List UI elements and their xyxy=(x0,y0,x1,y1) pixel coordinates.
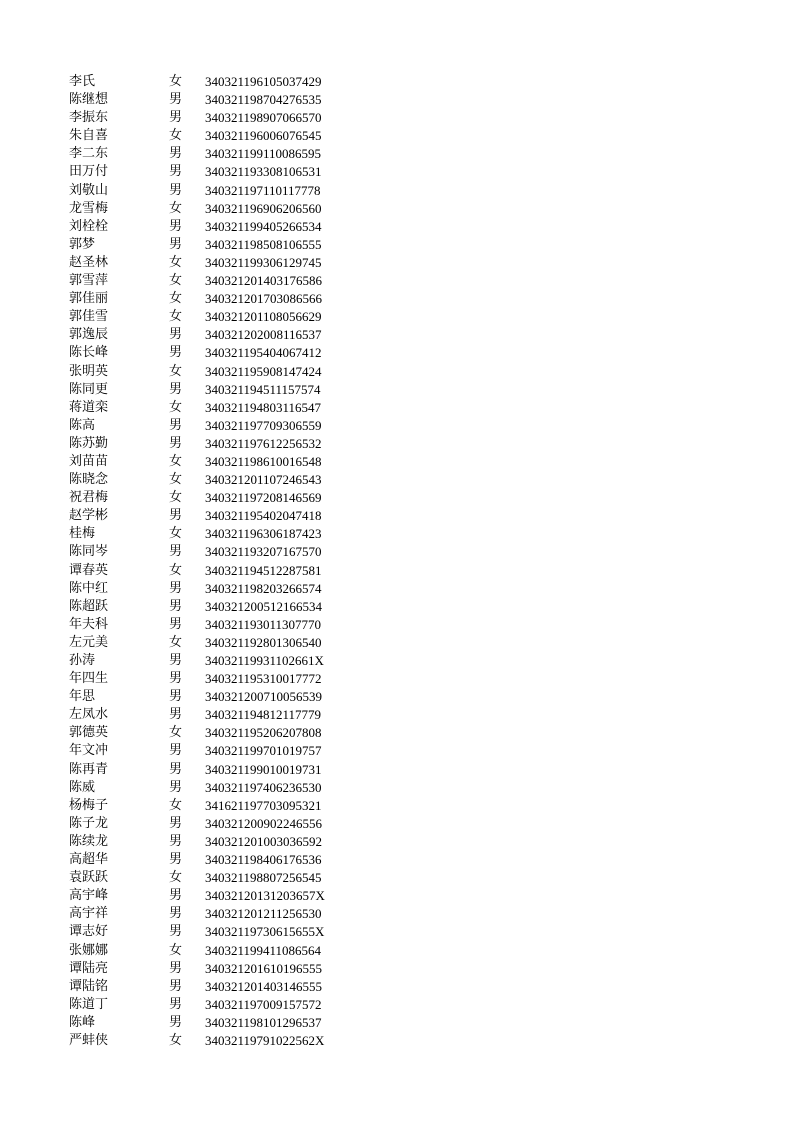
sex-cell: 女 xyxy=(169,254,183,270)
name-cell: 赵圣林 xyxy=(69,254,109,270)
name-cell: 陈继想 xyxy=(69,92,109,108)
id-number-cell: 34032119791022562X xyxy=(205,1032,325,1048)
sex-cell: 男 xyxy=(169,906,183,922)
name-cell: 龙雪梅 xyxy=(69,200,109,216)
id-number-cell: 340321198203266574 xyxy=(205,580,322,596)
id-number-cell: 340321193207167570 xyxy=(205,544,322,560)
table-row xyxy=(69,1014,365,1032)
sex-cell: 女 xyxy=(169,870,183,886)
id-number-cell: 340321199405266534 xyxy=(205,218,322,234)
sex-cell: 女 xyxy=(169,634,183,650)
table-row xyxy=(69,1032,365,1050)
sex-cell: 女 xyxy=(169,490,183,506)
sex-cell: 男 xyxy=(169,218,183,234)
name-cell: 陈威 xyxy=(69,779,96,795)
name-cell: 李二东 xyxy=(69,146,109,162)
table-row xyxy=(69,344,365,362)
table-row xyxy=(69,290,365,308)
sex-cell: 男 xyxy=(169,435,183,451)
id-number-cell: 340321197110117778 xyxy=(205,182,321,198)
table-row xyxy=(69,670,365,688)
sex-cell: 女 xyxy=(169,472,183,488)
id-number-cell: 340321197709306559 xyxy=(205,417,322,433)
sex-cell: 男 xyxy=(169,852,183,868)
table-row xyxy=(69,435,365,453)
table-row xyxy=(69,815,365,833)
name-cell: 郭雪萍 xyxy=(69,273,109,289)
table-row xyxy=(69,525,365,543)
table-row xyxy=(69,218,365,236)
table-row xyxy=(69,399,365,417)
sex-cell: 男 xyxy=(169,92,183,108)
sex-cell: 女 xyxy=(169,309,183,325)
table-row xyxy=(69,417,365,435)
id-number-cell: 340321201211256530 xyxy=(205,906,322,922)
id-number-cell: 340321201003036592 xyxy=(205,833,322,849)
id-number-cell: 340321195310017772 xyxy=(205,671,322,687)
table-row xyxy=(69,109,365,127)
id-number-cell: 340321194511157574 xyxy=(205,381,321,397)
name-list xyxy=(69,73,365,1050)
id-number-cell: 340321201703086566 xyxy=(205,291,322,307)
id-number-cell: 340321200710056539 xyxy=(205,689,322,705)
name-cell: 高宇祥 xyxy=(69,906,109,922)
id-number-cell: 34032119730615655X xyxy=(205,924,325,940)
name-cell: 年四生 xyxy=(69,671,109,687)
id-number-cell: 340321199306129745 xyxy=(205,254,322,270)
sex-cell: 男 xyxy=(169,544,183,560)
id-number-cell: 340321197208146569 xyxy=(205,490,322,506)
name-cell: 左元美 xyxy=(69,634,109,650)
sex-cell: 女 xyxy=(169,200,183,216)
sex-cell: 女 xyxy=(169,942,183,958)
sex-cell: 男 xyxy=(169,236,183,252)
name-cell: 陈高 xyxy=(69,417,96,433)
id-number-cell: 340321199010019731 xyxy=(205,761,322,777)
sex-cell: 女 xyxy=(169,363,183,379)
id-number-cell: 340321199110086595 xyxy=(205,146,322,162)
table-row xyxy=(69,761,365,779)
sex-cell: 男 xyxy=(169,888,183,904)
name-cell: 左凤水 xyxy=(69,707,109,723)
name-cell: 谭春英 xyxy=(69,562,109,578)
id-number-cell: 340321195404067412 xyxy=(205,345,322,361)
name-cell: 袁跃跃 xyxy=(69,870,109,886)
id-number-cell: 340321197406236530 xyxy=(205,779,322,795)
name-cell: 陈晓念 xyxy=(69,472,109,488)
sex-cell: 男 xyxy=(169,689,183,705)
sex-cell: 女 xyxy=(169,1032,183,1048)
id-number-cell: 340321197612256532 xyxy=(205,435,322,451)
table-row xyxy=(69,200,365,218)
name-cell: 张明英 xyxy=(69,363,109,379)
table-row xyxy=(69,833,365,851)
name-cell: 田万付 xyxy=(69,164,109,180)
table-row xyxy=(69,742,365,760)
name-cell: 孙涛 xyxy=(69,653,96,668)
table-row xyxy=(69,942,365,960)
table-row xyxy=(69,308,365,326)
name-cell: 朱自喜 xyxy=(69,128,109,144)
id-number-cell: 340321201610196555 xyxy=(205,960,322,976)
id-number-cell: 340321195402047418 xyxy=(205,508,322,524)
sex-cell: 男 xyxy=(169,598,183,614)
id-number-cell: 340321195908147424 xyxy=(205,363,322,379)
table-row xyxy=(69,543,365,561)
sex-cell: 男 xyxy=(169,815,183,831)
sex-cell: 男 xyxy=(169,146,183,162)
id-number-cell: 340321194512287581 xyxy=(205,562,322,578)
table-row xyxy=(69,688,365,706)
table-row xyxy=(69,507,365,525)
sex-cell: 女 xyxy=(169,128,183,144)
table-row xyxy=(69,326,365,344)
sex-cell: 男 xyxy=(169,761,183,777)
id-number-cell: 340321202008116537 xyxy=(205,327,322,343)
sex-cell: 女 xyxy=(169,291,183,307)
sex-cell: 男 xyxy=(169,924,183,940)
sex-cell: 男 xyxy=(169,182,183,198)
name-cell: 高宇峰 xyxy=(69,888,109,904)
id-number-cell: 340321199701019757 xyxy=(205,743,322,759)
name-cell: 年夫科 xyxy=(69,616,109,632)
id-number-cell: 340321193011307770 xyxy=(205,616,322,632)
sex-cell: 男 xyxy=(169,110,183,126)
name-cell: 桂梅 xyxy=(69,526,96,542)
sex-cell: 女 xyxy=(169,725,183,741)
name-cell: 陈再青 xyxy=(69,761,109,777)
name-cell: 陈道丁 xyxy=(69,996,109,1012)
sex-cell: 男 xyxy=(169,743,183,759)
table-row xyxy=(69,489,365,507)
sex-cell: 女 xyxy=(169,562,183,578)
id-number-cell: 340321201403146555 xyxy=(205,978,322,994)
id-number-cell: 340321200512166534 xyxy=(205,598,322,614)
sex-cell: 男 xyxy=(169,779,183,795)
name-cell: 陈续龙 xyxy=(69,833,109,849)
name-cell: 郭梦 xyxy=(69,236,96,252)
id-number-cell: 340321201108056629 xyxy=(205,309,322,325)
name-cell: 高超华 xyxy=(69,852,109,868)
sex-cell: 男 xyxy=(169,580,183,596)
table-row xyxy=(69,724,365,742)
name-cell: 郭佳丽 xyxy=(69,291,109,307)
table-row xyxy=(69,797,365,815)
table-row xyxy=(69,182,365,200)
name-cell: 刘敬山 xyxy=(69,182,109,198)
table-row xyxy=(69,779,365,797)
table-row xyxy=(69,580,365,598)
table-row xyxy=(69,634,365,652)
sex-cell: 男 xyxy=(169,960,183,976)
table-row xyxy=(69,996,365,1014)
table-row xyxy=(69,381,365,399)
id-number-cell: 340321198406176536 xyxy=(205,852,322,868)
table-row xyxy=(69,272,365,290)
sex-cell: 男 xyxy=(169,707,183,723)
name-cell: 杨梅子 xyxy=(69,797,109,813)
name-cell: 陈超跃 xyxy=(69,598,109,614)
table-row xyxy=(69,887,365,905)
sex-cell: 女 xyxy=(169,797,183,813)
sex-cell: 女 xyxy=(169,453,183,469)
name-cell: 年文冲 xyxy=(69,743,109,759)
table-row xyxy=(69,471,365,489)
id-number-cell: 340321196006076545 xyxy=(205,128,322,144)
table-row xyxy=(69,652,365,670)
table-row xyxy=(69,163,365,181)
id-number-cell: 340321193308106531 xyxy=(205,164,322,180)
sex-cell: 男 xyxy=(169,1014,183,1030)
name-cell: 陈长峰 xyxy=(69,345,109,361)
id-number-cell: 340321196105037429 xyxy=(205,74,322,89)
name-cell: 陈苏勤 xyxy=(69,435,109,451)
id-number-cell: 34032120131203657X xyxy=(205,888,325,904)
table-row xyxy=(69,91,365,109)
id-number-cell: 340321198508106555 xyxy=(205,236,322,252)
table-row xyxy=(69,453,365,471)
sex-cell: 男 xyxy=(169,345,183,361)
table-row xyxy=(69,706,365,724)
name-cell: 年思 xyxy=(69,689,96,705)
id-number-cell: 340321201107246543 xyxy=(205,472,322,488)
sex-cell: 女 xyxy=(169,273,183,289)
id-number-cell: 340321201403176586 xyxy=(205,273,322,289)
id-number-cell: 340321195206207808 xyxy=(205,725,322,741)
id-number-cell: 340321198907066570 xyxy=(205,110,322,126)
table-row xyxy=(69,923,365,941)
sex-cell: 男 xyxy=(169,616,183,632)
table-row xyxy=(69,869,365,887)
name-cell: 郭逸辰 xyxy=(69,327,109,343)
name-cell: 陈子龙 xyxy=(69,815,109,831)
id-number-cell: 340321196306187423 xyxy=(205,526,322,542)
id-number-cell: 340321192801306540 xyxy=(205,634,322,650)
id-number-cell: 340321196906206560 xyxy=(205,200,322,216)
id-number-cell: 340321199411086564 xyxy=(205,942,322,958)
id-number-cell: 340321200902246556 xyxy=(205,815,322,831)
table-row xyxy=(69,73,365,91)
table-row xyxy=(69,254,365,272)
sex-cell: 女 xyxy=(169,399,183,415)
table-row xyxy=(69,978,365,996)
id-number-cell: 340321198704276535 xyxy=(205,92,322,108)
id-number-cell: 340321198807256545 xyxy=(205,870,322,886)
id-number-cell: 340321194803116547 xyxy=(205,399,322,415)
name-cell: 郭德英 xyxy=(69,725,109,741)
name-cell: 陈中红 xyxy=(69,580,109,596)
sex-cell: 男 xyxy=(169,671,183,687)
sex-cell: 男 xyxy=(169,996,183,1012)
name-cell: 李氏 xyxy=(69,74,96,89)
table-row xyxy=(69,905,365,923)
name-cell: 郭佳雪 xyxy=(69,309,109,325)
table-row xyxy=(69,960,365,978)
name-cell: 谭志好 xyxy=(69,924,109,940)
name-cell: 陈峰 xyxy=(69,1014,96,1030)
name-cell: 刘栓栓 xyxy=(69,218,109,234)
id-number-cell: 340321198101296537 xyxy=(205,1014,322,1030)
sex-cell: 男 xyxy=(169,164,183,180)
sex-cell: 女 xyxy=(169,74,183,89)
name-cell: 赵学彬 xyxy=(69,508,109,524)
name-cell: 刘苗苗 xyxy=(69,453,109,469)
sex-cell: 男 xyxy=(169,327,183,343)
name-cell: 谭陆铭 xyxy=(69,978,109,994)
id-number-cell: 34032119931102661X xyxy=(205,653,324,668)
table-row xyxy=(69,363,365,381)
sex-cell: 男 xyxy=(169,653,183,668)
name-cell: 严蚌侠 xyxy=(69,1032,109,1048)
name-cell: 谭陆亮 xyxy=(69,960,109,976)
sex-cell: 女 xyxy=(169,526,183,542)
name-cell: 李振东 xyxy=(69,110,109,126)
table-row xyxy=(69,562,365,580)
name-cell: 祝君梅 xyxy=(69,490,109,506)
id-number-cell: 340321198610016548 xyxy=(205,453,322,469)
sex-cell: 男 xyxy=(169,508,183,524)
table-row xyxy=(69,127,365,145)
name-cell: 张娜娜 xyxy=(69,942,109,958)
name-cell: 陈同岑 xyxy=(69,544,109,560)
sex-cell: 男 xyxy=(169,978,183,994)
sex-cell: 男 xyxy=(169,381,183,397)
table-row xyxy=(69,598,365,616)
id-number-cell: 340321194812117779 xyxy=(205,707,322,723)
table-row xyxy=(69,851,365,869)
table-row xyxy=(69,145,365,163)
sex-cell: 男 xyxy=(169,833,183,849)
id-number-cell: 340321197009157572 xyxy=(205,996,322,1012)
table-row xyxy=(69,616,365,634)
name-cell: 陈同更 xyxy=(69,381,109,397)
id-number-cell: 341621197703095321 xyxy=(205,797,322,813)
name-cell: 蒋道栾 xyxy=(69,399,109,415)
sex-cell: 男 xyxy=(169,417,183,433)
table-row xyxy=(69,236,365,254)
